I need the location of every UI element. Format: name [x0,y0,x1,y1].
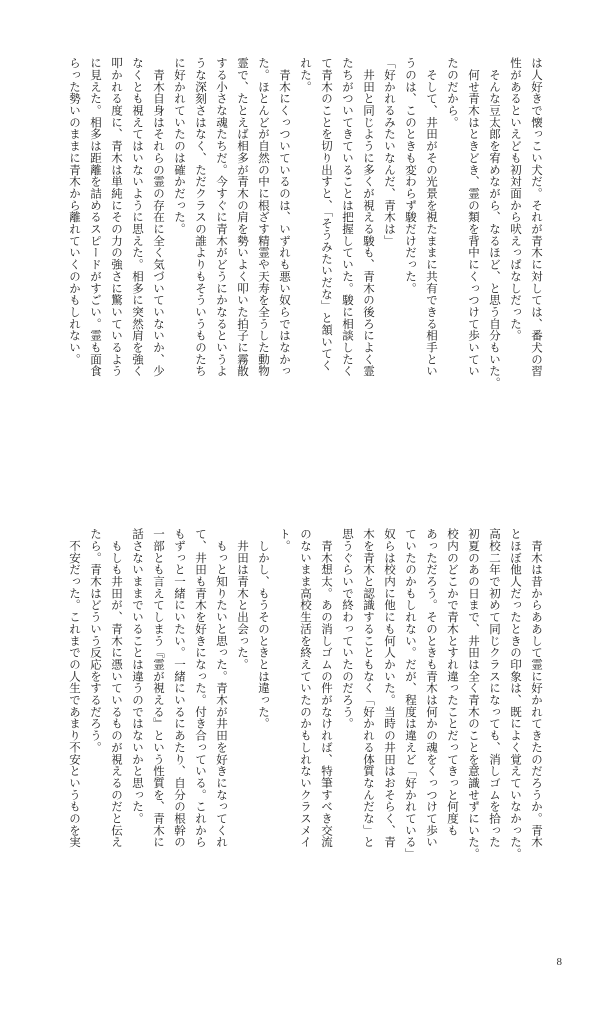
text-line: ていたのかもしれない。だが、程度は違えど「好かれている」 [404,528,418,860]
text-line: に好かれていたのは確かだった。 [173,57,187,235]
text-line: たちがついてきていることは把握していた。駿に相談したく [341,57,355,377]
text-line: 何せ青木はときどき、霊の類を背中にくっつけて歩いてい [467,57,481,377]
text-line: のないまま高校生活を終えていたのかもしれないクラスメイ [299,528,313,848]
text-line: て青木のことを切り出すと、「そうみたいだな」と頷いてく [320,57,334,372]
text-line: 校内のどこかで青木とすれ違ったことだってきっと何度も [446,528,460,837]
text-line: た。ほとんどが自然の中に根ざす精霊や天寿を全うした動物 [257,57,271,377]
page-number: 8 [556,956,562,968]
text-line: 青木にくっついているのは、いずれも悪い奴らではなかっ [278,57,292,377]
text-line: は人好きで懐っこい犬だ。それが青木に対しては、番犬の習 [530,57,544,377]
text-line: たのだから。 [446,57,460,129]
text-line: もずっと一緒にいたい。一緒にいるにあたり、自分の根幹の [173,528,187,848]
text-line: 叩かれる度に、青木は単純にその力の強さに驚いているよう [110,57,124,377]
text-line: 思うぐらいで終わっていたのだろう。 [341,528,355,730]
text-line: する小さな魂たちだ。今すぐに青木がどうにかなるというよ [215,57,229,377]
text-line: 井田と同じように多くが視える駿も、青木の後ろによく霊 [362,57,376,377]
text-line: とほぼ他人だったときの印象は、既によく覚えていなかった。 [509,528,523,860]
text-line: たら。青木はどういう反応をするだろう。 [89,528,103,754]
text-line: 性があるといえども初対面から吠えっぱなしだった。 [509,57,523,342]
text-line: 高校二年で初めて同じクラスになっても、消しゴムを拾った [488,528,502,848]
text-line: うのは、このときも変わらず駿だけだった。 [404,57,418,294]
text-line: 木を青木と認識することもなく「好かれる体質なんだな」と [362,528,376,848]
text-line: 青木自身はそれらの霊の存在に全く気づいていないか、少 [152,57,166,377]
text-line: らった勢いのままに青木から離れていくのかもしれない。 [68,57,82,366]
text-line: 青木想太。あの消しゴムの件がなければ、特筆すべき交流 [320,528,334,848]
text-block-bottom [47,528,547,953]
text-line: もっと知りたいと思った。青木が井田を好きになってくれ [215,528,229,848]
text-line: うな深刻さはなく、ただクラスの誰よりもそういうものたち [194,57,208,377]
text-line: そんな豆太郎を宥めながら、なるほど、と思う自分もいた。 [488,57,502,389]
text-line: 「好かれるみたいなんだ、青木は」 [383,57,397,247]
text-line: 初夏のあの日まで、井田は全く青木のことを意識せずにいた。 [467,528,481,860]
text-line: あっただろう。そのときも青木は何かの魂をくっつけて歩い [425,528,439,848]
text-line: 話さないままでいることは違うのではないかと思った。 [131,528,145,825]
text-line: 霊で、たとえば相多が青木の肩を勢いよく叩いた拍子に霧散 [236,57,250,377]
text-line: なくとも視えてはいないように思えた。相多に突然肩を強く [131,57,145,377]
text-line: て、井田も青木を好きになった。付き合っている。これから [194,528,208,848]
text-line: れた。 [299,57,313,93]
text-line: 井田は青木と出会った。 [236,528,250,671]
text-line: 奴らは校内に他にも何人かいた。当時の井田はおそらく、青 [383,528,397,848]
text-line: そして、井田がその光景を視たままに共有できる相手とい [425,57,439,377]
text-line: もしも井田が、青木に憑いているものが視えるのだと伝え [110,528,124,848]
text-line: ト。 [278,528,292,552]
text-line: 不安だった。これまでの人生であまり不安というものを実 [68,528,82,848]
text-line: 一部とも言えてしまう『霊が視える』という性質を、青木に [152,528,166,848]
text-line: に見えた。相多は距離を詰めるスピードがすごい。霊も面食 [89,57,103,377]
text-line: 青木は昔からああして霊に好かれてきたのだろうか。青木 [530,528,544,848]
text-line: しかし、もうそのときとは違った。 [257,528,271,730]
text-block-top [47,57,547,475]
